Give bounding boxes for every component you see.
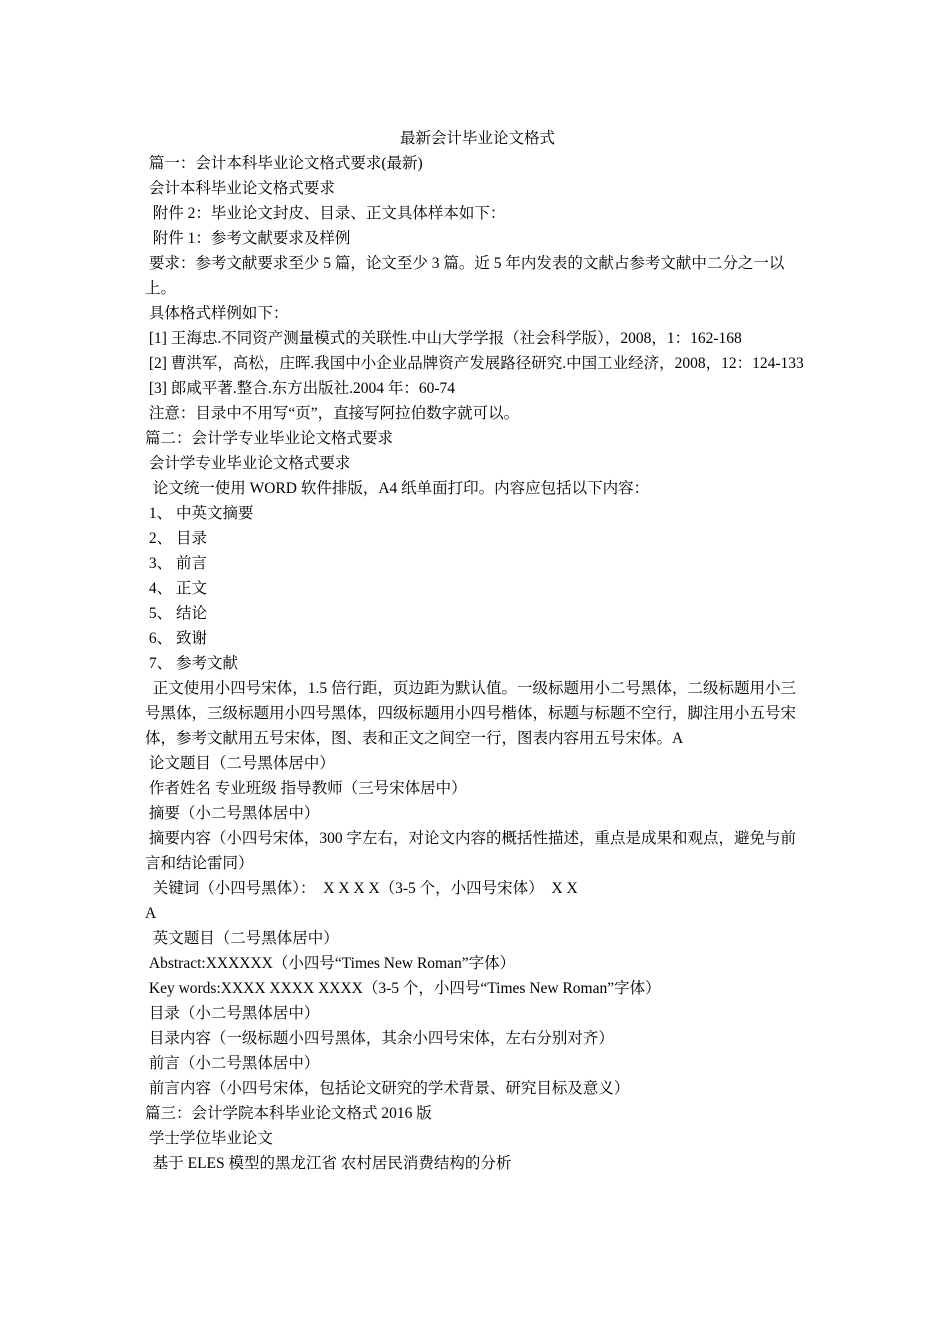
document-line: 会计本科毕业论文格式要求 (145, 180, 335, 197)
document-line: 前言内容（小四号宋体，包括论文研究的学术背景、研究目标及意义） (145, 1080, 630, 1097)
document-page (145, 126, 810, 1176)
document-line: 注意：目录中不用写“页”，直接写阿拉伯数字就可以。 (145, 405, 520, 422)
document-line: 目录（小二号黑体居中） (145, 1005, 320, 1022)
document-line: 1、 中英文摘要 (145, 505, 254, 522)
document-line: 附件 2：毕业论文封皮、目录、正文具体样本如下： (145, 205, 506, 222)
document-line: A (145, 905, 157, 922)
document-line: 3、 前言 (145, 555, 208, 572)
document-line: Abstract:XXXXXX（小四号“Times New Roman”字体） (145, 955, 516, 972)
document-line: Key words:XXXX XXXX XXXX（3-5 个，小四号“Times New Roman”字体） (145, 980, 661, 997)
document-line: 篇一：会计本科毕业论文格式要求(最新) (145, 155, 423, 172)
document-line: [1] 王海忠.不同资产测量模式的关联性.中山大学学报（社会科学版），2008，1：162-168 (145, 330, 742, 347)
document-line: [3] 郎咸平著.整合.东方出版社.2004 年：60-74 (145, 380, 455, 397)
document-line: 会计学专业毕业论文格式要求 (145, 455, 351, 472)
document-line: 英文题目（二号黑体居中） (145, 930, 339, 947)
document-line: 基于 ELES 模型的黑龙江省 农村居民消费结构的分析 (145, 1155, 512, 1172)
document-line: 篇二：会计学专业毕业论文格式要求 (145, 430, 394, 447)
document-line: 5、 结论 (145, 605, 208, 622)
document-line: 论文统一使用 WORD 软件排版，A4 纸单面打印。内容应包括以下内容： (145, 480, 650, 497)
document-body (145, 151, 810, 1176)
document-line: 7、 参考文献 (145, 655, 239, 672)
document-line: 4、 正文 (145, 580, 208, 597)
document-line: [2] 曹洪军，高松，庄晖.我国中小企业品牌资产发展路径研究.中国工业经济，2008，12：124-133 (145, 355, 804, 372)
document-line: 作者姓名 专业班级 指导教师（三号宋体居中） (145, 780, 467, 797)
document-line: 具体格式样例如下： (145, 305, 289, 322)
document-line: 6、 致谢 (145, 630, 208, 647)
document-title: 最新会计毕业论文格式 (399, 130, 555, 147)
document-line: 目录内容（一级标题小四号黑体，其余小四号宋体，左右分别对齐） (145, 1030, 614, 1047)
document-line: 学士学位毕业论文 (145, 1130, 273, 1147)
document-line: 2、 目录 (145, 530, 208, 547)
document-line: 篇三：会计学院本科毕业论文格式 2016 版 (145, 1105, 432, 1122)
document-line: 要求：参考文献要求至少 5 篇，论文至少 3 篇。近 5 年内发表的文献占参考文献中二分之一以上。 (145, 255, 785, 297)
document-line: 论文题目（二号黑体居中） (145, 755, 335, 772)
document-line: 摘要（小二号黑体居中） (145, 805, 320, 822)
document-line: 摘要内容（小四号宋体，300 字左右，对论文内容的概括性描述，重点是成果和观点，避免与前言和结论雷同） (145, 830, 797, 872)
document-line: 附件 1：参考文献要求及样例 (145, 230, 351, 247)
document-line: 关键词（小四号黑体）： X X X X（3-5 个，小四号宋体） X X (145, 880, 578, 897)
document-line: 正文使用小四号宋体，1.5 倍行距，页边距为默认值。一级标题用小二号黑体，二级标题用小三号黑体，三级标题用小四号黑体，四级标题用小四号楷体，标题与标题不空行，脚注用小五号宋体，参考文献用五号宋体，图、表和正文之间空一行，图表内容用五号宋体。A (145, 680, 797, 747)
document-line: 前言（小二号黑体居中） (145, 1055, 320, 1072)
